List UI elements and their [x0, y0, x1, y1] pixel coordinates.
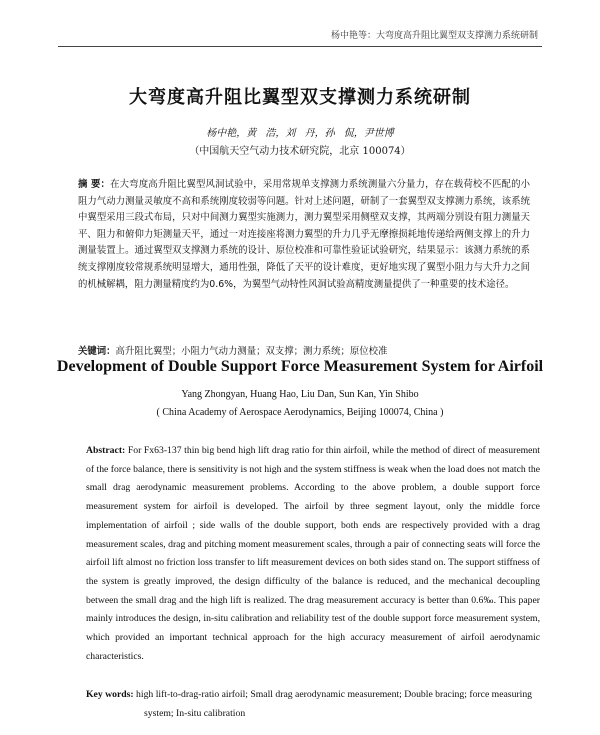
chinese-abstract-label: 摘 要：	[78, 179, 111, 190]
english-title: Development of Double Support Force Measurement System for Airfoil	[56, 358, 544, 375]
english-affiliation: ( China Academy of Aerospace Aerodynamics, Beijing 100074, China )	[156, 407, 444, 418]
english-keywords-label: Key words:	[86, 689, 134, 700]
chinese-authors: 杨中艳，黄 浩，刘 丹，孙 侃，尹世博	[206, 128, 394, 139]
header-divider	[58, 46, 542, 47]
chinese-keywords-label: 关键词：	[78, 346, 116, 357]
english-keywords-text: high lift-to-drag-ratio airfoil; Small drag aerodynamic measurement; Double bracing; force measuring system; In-situ calibration	[136, 689, 533, 719]
english-abstract	[86, 442, 540, 666]
english-abstract-text: For Fx63-137 thin big bend high lift drag ratio for thin airfoil, while the method of direct of measurement of the force balance, there is sensitivity is not high and the system stiffness is weak when the load does not match the small drag aerodynamic measurement problems. According to the above problem, a double support force measurement system for airfoil is developed. The airfoil by three segment layout, only the middle force implementation of airfoil ; side walls of the double support, both ends are respectively provided with a drag measurement scales, drag and pitching moment measurement scales, through a pair of connecting seats will force the airfoil lift almost no friction loss transfer to lift measurement devices on both sides stand on. The support stiffness of the system is greatly improved, the design difficulty of the balance is reduced, and the mechanical decoupling between the small drag and the high lift is realized. The drag measurement accuracy is better than 0.6‰. This paper mainly introduces the design, in-situ calibration and reliability test of the double support force measurement system, which provided an important technical approach for the high accuracy measurement of airfoil aerodynamic characteristics.	[86, 445, 540, 662]
english-abstract-label: Abstract:	[86, 445, 126, 456]
chinese-keywords-text: 高升阻比翼型；小阻力气动力测量；双支撑；测力系统；原位校准	[115, 346, 388, 357]
chinese-affiliation: （中国航天空气动力技术研究院，北京 100074）	[189, 146, 411, 157]
english-keywords	[86, 686, 540, 723]
english-authors: Yang Zhongyan, Huang Hao, Liu Dan, Sun Kan, Yin Shibo	[181, 389, 419, 400]
chinese-title: 大弯度高升阻比翼型双支撑测力系统研制	[129, 87, 471, 108]
running-header: 杨中艳等：大弯度高升阻比翼型双支撑测力系统研制	[330, 31, 538, 41]
chinese-abstract	[78, 177, 530, 293]
chinese-abstract-text: 在大弯度高升阻比翼型风洞试验中，采用常规单支撑测力系统测量六分量力，存在载荷校不匹配的小阻力气动力测量灵敏度不高和系统刚度较弱等问题。针对上述问题，研制了一套翼型双支撑测力系统，该系统中翼型采用三段式布局，只对中间测力翼型实施测力，测力翼型采用侧壁双支撑，其两端分别设有阻力测量天平、阻力和俯仰力矩测量天平，通过一对连接座将测力翼型的升力几乎无摩擦损耗地传递给两侧支撑上的升力测量装置上。通过翼型双支撑测力系统的设计、原位校准和可靠性验证试验研究，结果显示：该测力系统的系统支撑刚度较常规系统明显增大，通用性强，降低了天平的设计难度，更好地实现了翼型小阻力与大升力之间的机械解耦，阻力测量精度约为0.6%，为翼型气动特性风洞试验高精度测量提供了一种重要的技术途径。	[78, 179, 530, 290]
